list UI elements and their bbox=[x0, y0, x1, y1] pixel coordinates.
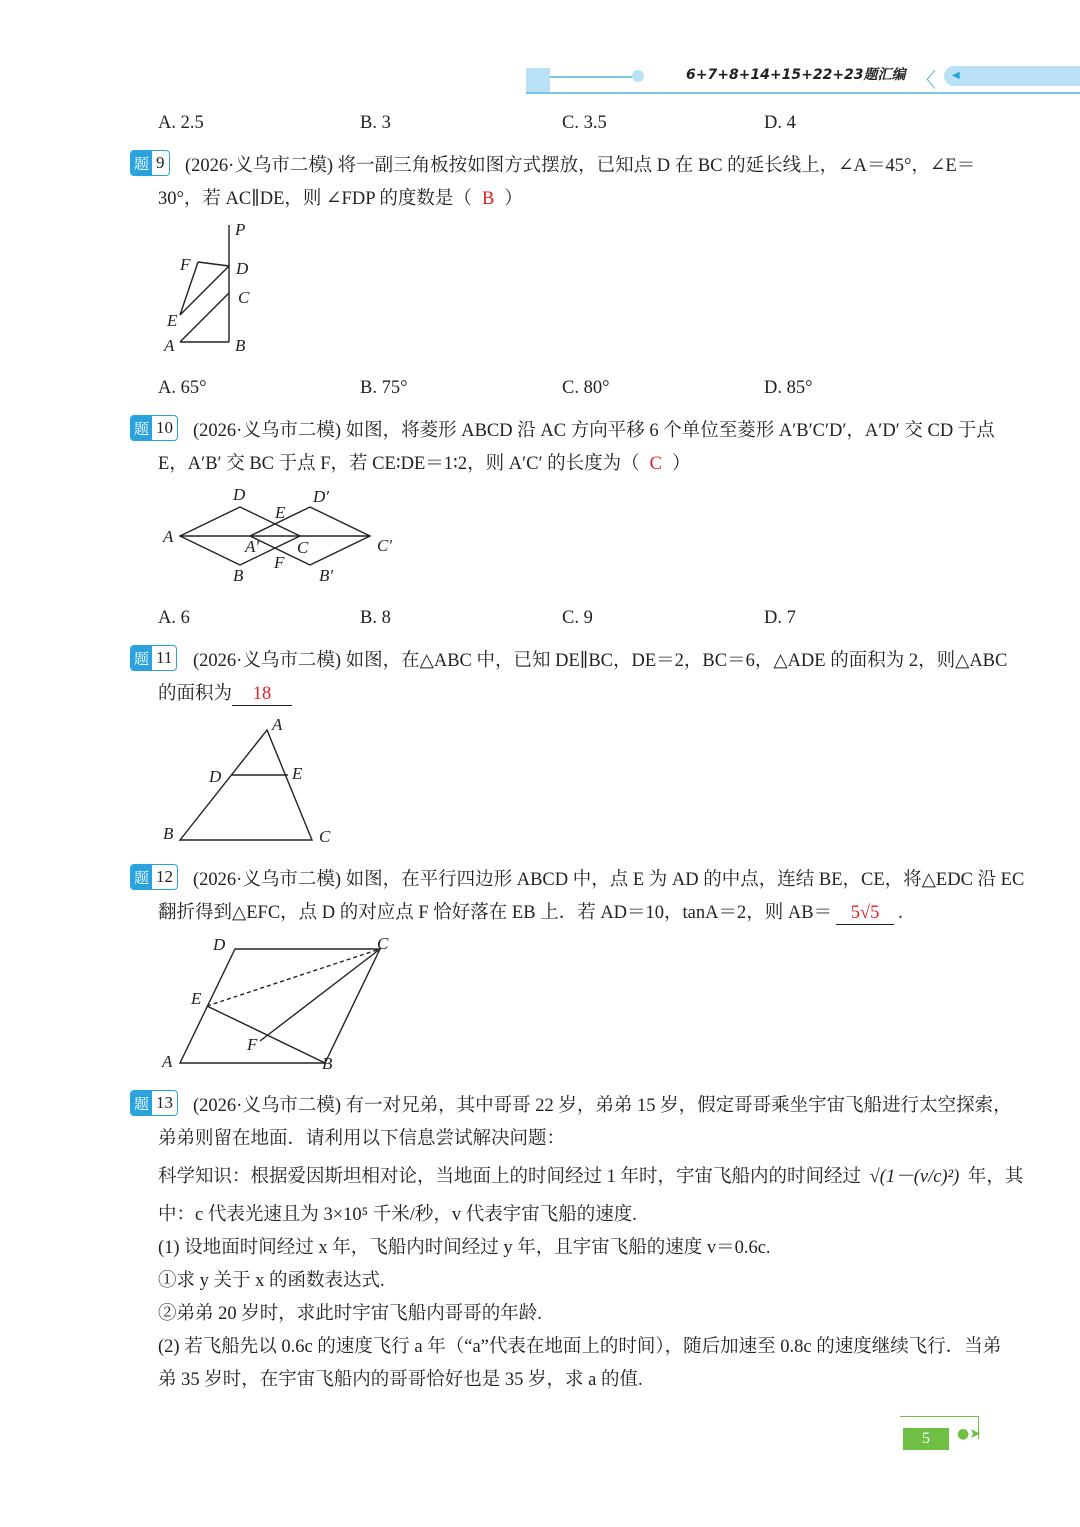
q12-label-b: B bbox=[322, 1054, 333, 1073]
q9-label-e: E bbox=[167, 311, 178, 330]
q13-formula: √(1－(v/c)²) bbox=[869, 1167, 960, 1187]
q12-badge: 题 12 bbox=[130, 864, 178, 890]
q10-label-c-prime: C′ bbox=[377, 536, 393, 555]
q8-option-d: D. 4 bbox=[764, 113, 796, 133]
q8-option-c: C. 3.5 bbox=[562, 113, 607, 133]
q9-option-d: D. 85° bbox=[764, 378, 813, 398]
q10-label-b: B bbox=[233, 566, 244, 585]
page-number: 5 bbox=[903, 1428, 949, 1450]
header-right-pill bbox=[944, 66, 1080, 86]
q9-option-b: B. 75° bbox=[360, 378, 408, 398]
q11-figure bbox=[155, 710, 355, 855]
q8-option-a: A. 2.5 bbox=[158, 113, 204, 133]
q9-option-c: C. 80° bbox=[562, 378, 610, 398]
q10-label-c: C bbox=[297, 538, 309, 557]
q13-badge: 题 13 bbox=[130, 1090, 178, 1116]
q12-label-a: A bbox=[162, 1052, 173, 1071]
q9-label-a: A bbox=[164, 336, 175, 355]
q10-option-d: D. 7 bbox=[764, 608, 796, 628]
q12-answer: 5√5 bbox=[836, 903, 894, 925]
q9-figure bbox=[150, 215, 290, 365]
q13-line7: ②弟弟 20 岁时，求此时宇宙飞船内哥哥的年龄. bbox=[158, 1304, 542, 1324]
q9-badge: 题 9 bbox=[130, 150, 170, 176]
q10-line2: E，A′B′ 交 BC 于点 F，若 CE∶DE＝1∶2，则 A′C′ 的长度为（ C ） bbox=[158, 454, 691, 474]
q13-line8: (2) 若飞船先以 0.6c 的速度飞行 a 年（“a”代表在地面上的时间），随后加速至 0.8c 的速度继续飞行．当弟 bbox=[158, 1337, 1002, 1357]
q9-line1: (2026·义乌市二模) 将一副三角板按如图方式摆放，已知点 D 在 BC 的延长线上，∠A＝45°，∠E＝ bbox=[185, 156, 976, 176]
q12-label-c: C bbox=[377, 934, 389, 953]
q11-badge: 题 11 bbox=[130, 645, 177, 671]
q10-label-a-prime: A′ bbox=[245, 537, 260, 556]
q9-label-b: B bbox=[235, 336, 246, 355]
q10-option-b: B. 8 bbox=[360, 608, 391, 628]
q9-label-f: F bbox=[180, 255, 191, 274]
q10-label-d-prime: D′ bbox=[313, 487, 329, 506]
q11-label-a: A bbox=[272, 715, 283, 734]
q9-line2: 30°，若 AC∥DE，则 ∠FDP 的度数是（ B ） bbox=[158, 189, 523, 209]
q10-option-c: C. 9 bbox=[562, 608, 593, 628]
q11-label-b: B bbox=[163, 824, 174, 843]
q9-option-a: A. 65° bbox=[158, 378, 207, 398]
q10-label-f: F bbox=[274, 553, 285, 572]
header-connector bbox=[550, 76, 636, 78]
q13-line9: 弟 35 岁时，在宇宙飞船内的哥哥恰好也是 35 岁，求 a 的值. bbox=[158, 1370, 643, 1390]
q11-line1: (2026·义乌市二模) 如图，在△ABC 中，已知 DE∥BC，DE＝2，BC＝6，△ADE 的面积为 2，则△ABC bbox=[193, 651, 1008, 671]
q11-label-d: D bbox=[209, 767, 222, 786]
q13-line2: 弟弟则留在地面．请利用以下信息尝试解决问题： bbox=[158, 1129, 566, 1149]
q12-figure bbox=[150, 930, 410, 1075]
q10-label-a: A bbox=[163, 527, 174, 546]
q9-answer: B bbox=[481, 189, 495, 209]
q10-answer: C bbox=[649, 454, 663, 474]
q11-line2: 的面积为 18 bbox=[158, 679, 292, 706]
q11-label-c: C bbox=[319, 827, 331, 846]
q12-line1: (2026·义乌市二模) 如图，在平行四边形 ABCD 中，点 E 为 AD 的中点，连结 BE，CE，将△EDC 沿 EC bbox=[193, 870, 1025, 890]
q11-label-e: E bbox=[292, 764, 303, 783]
page-arrow-icon: ●➤ bbox=[957, 1426, 981, 1442]
q13-line6: ①求 y 关于 x 的函数表达式. bbox=[158, 1271, 385, 1291]
q12-label-f: F bbox=[247, 1035, 258, 1054]
q9-label-c: C bbox=[238, 288, 250, 307]
header-dot-icon bbox=[632, 70, 644, 82]
q10-badge: 题 10 bbox=[130, 415, 178, 441]
q13-line4: 中：c 代表光速且为 3×10⁵ 千米/秒，v 代表宇宙飞船的速度. bbox=[158, 1205, 637, 1225]
header-play-icon: ◀ bbox=[952, 70, 960, 81]
q9-label-p: P bbox=[235, 220, 246, 239]
q12-label-e: E bbox=[191, 989, 202, 1008]
header-title: 6+7+8+14+15+22+23题汇编 bbox=[686, 67, 906, 83]
q13-line5: (1) 设地面时间经过 x 年，飞船内时间经过 y 年，且宇宙飞船的速度 v＝0.6c. bbox=[158, 1238, 771, 1258]
q9-label-d: D bbox=[236, 259, 249, 278]
q10-figure bbox=[155, 480, 415, 590]
q8-option-b: B. 3 bbox=[360, 113, 391, 133]
q12-line2: 翻折得到△EFC，点 D 的对应点 F 恰好落在 EB 上．若 AD＝10，tanA＝2，则 AB＝ 5√5 . bbox=[158, 903, 903, 923]
header-chevron-icon: 〈 bbox=[916, 68, 936, 92]
q11-answer: 18 bbox=[232, 684, 292, 706]
q12-label-d: D bbox=[213, 935, 226, 954]
q13-line1: (2026·义乌市二模) 有一对兄弟，其中哥哥 22 岁，弟弟 15 岁，假定哥哥乘坐宇宙飞船进行太空探索， bbox=[193, 1096, 1012, 1116]
q13-line3: 科学知识：根据爱因斯坦相对论，当地面上的时间经过 1 年时，宇宙飞船内的时间经过 √(1－(v/c)²) 年，其 bbox=[158, 1162, 1023, 1188]
header-left-block bbox=[526, 68, 550, 92]
q10-label-b-prime: B′ bbox=[319, 566, 334, 585]
q10-line1: (2026·义乌市二模) 如图，将菱形 ABCD 沿 AC 方向平移 6 个单位至菱形 A′B′C′D′，A′D′ 交 CD 于点 bbox=[193, 421, 995, 441]
q10-label-d: D bbox=[233, 485, 246, 504]
q10-option-a: A. 6 bbox=[158, 608, 190, 628]
q10-label-e: E bbox=[275, 503, 286, 522]
header-underline bbox=[526, 92, 1080, 94]
